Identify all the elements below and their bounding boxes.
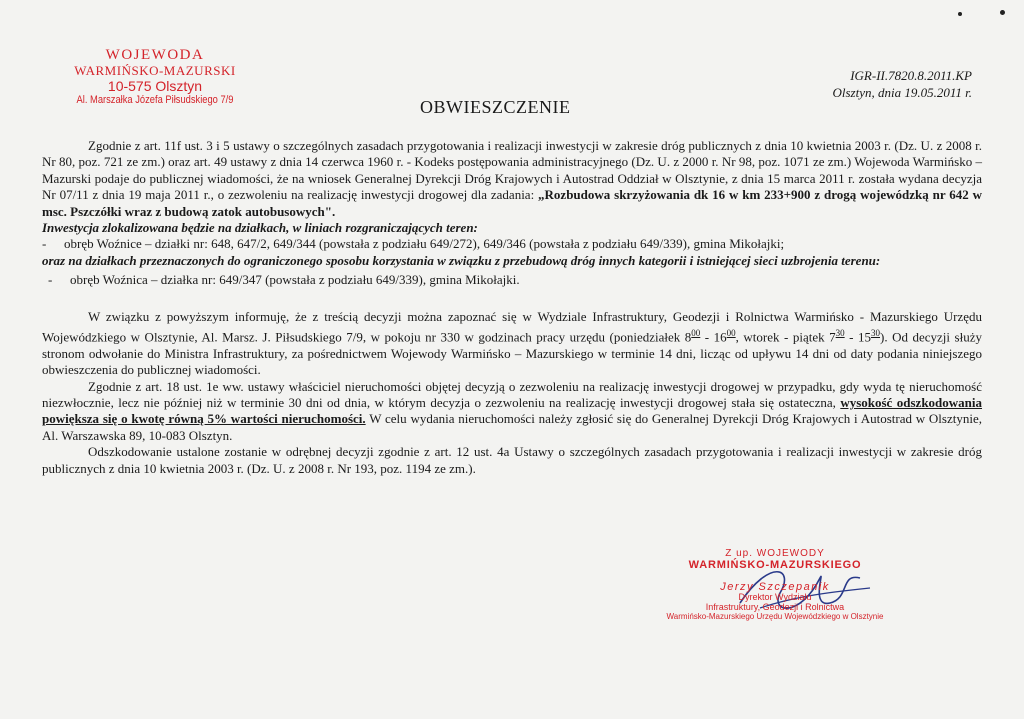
scan-speck [958,12,962,16]
paragraph-2-text: , wtorek - piątek 7 [735,329,836,345]
reference-number: IGR-II.7820.8.2011.KP [850,68,972,83]
stamp-line-2: WARMIŃSKO-MAZURSKI [74,62,236,78]
header-stamp [40,47,270,107]
stamp-line-4: Al. Marszałka Józefa Piłsudskiego 7/9 [76,94,234,107]
location-item-2: obręb Woźnica – działka nr: 649/347 (powstała z podziału 649/339), gmina Mikołajki. [70,272,520,288]
hour-superscript: 00 [691,328,701,339]
signatory-position: Dyrektor Wydziału [738,592,812,603]
signature-line-1: Z up. WOJEWODY [725,548,825,559]
location-heading: Inwestycja zlokalizowana będzie na działkach, w liniach rozgraniczających teren: [42,220,478,236]
document-body [42,138,982,477]
hour-superscript: 00 [726,328,736,339]
paragraph-2-text: ). Od decyzji służy stronom odwołanie do Ministra Infrastruktury, za pośrednictwem Wojewody Warmińsko – Mazurskiego w terminie 14 dni, licząc od upływu 14 dni od daty podania niniejszego obwieszczenia do publicznej wiadomości. [42,329,982,378]
signature-stamp [660,548,890,622]
compensation-notice: wysokość odszkodowania powiększa się o kwotę równą 5% wartości nieruchomości. [42,395,983,427]
document-title: OBWIESZCZENIE [420,97,571,117]
paragraph-4: Odszkodowanie ustalone zostanie w odrębnej decyzji zgodnie z art. 12 ust. 4a Ustawy o szczególnych zasadach przygotowania i realizacji inwestycji w zakresie dróg publicznych z dnia 10 kwietnia 2003 r. (Dz. U. z 2008 r. Nr 193, poz. 1194 ze zm.). [42,444,982,476]
list-dash: - [42,236,47,252]
list-dash: - [48,272,53,288]
stamp-line-1: WOJEWODA [105,47,205,63]
stamp-line-3: 10-575 Olsztyn [107,77,203,94]
paragraph-1 [42,138,982,220]
location-item-1: obręb Woźnice – działki nr: 648, 647/2, 649/344 (powstała z podziału 649/272), 649/346 (powstała z podziału 649/339), gmina Mikołajki; [64,236,785,252]
signatory-department: Infrastruktury, Geodezji i Rolnictwa [705,602,845,613]
list-item [42,236,982,252]
paragraph-2-text: - 15 [844,329,871,345]
scan-speck [1000,10,1005,15]
hour-superscript: 30 [871,328,880,339]
list-item [42,272,982,288]
paragraph-2-text: W związku z powyższym informuję, że z treścią decyzji można zapoznać się w Wydziale Infrastruktury, Geodezji i Rolnictwa Warmińsko - Mazurskiego Urzędu Wojewódzkiego w Olsztynie, Al. Marsz. J. Piłsudskiego 7/9, w pokoju nr 330 w godzinach pracy urzędu (poniedziałek 8 [42,308,982,345]
paragraph-2-text: - 16 [700,329,727,345]
signatory-name: Jerzy Szczepanik [720,581,830,594]
signatory-office: Warmińsko-Mazurskiego Urzędu Wojewódzkiego w Olsztynie [666,611,884,621]
reference-block [832,67,972,101]
paragraph-3 [42,379,982,445]
hour-superscript: 30 [835,328,845,339]
paragraph-3-text: W celu wydania nieruchomości należy zgłosić się do Generalnej Dyrekcji Dróg Krajowych i Autostrad w Olsztynie, Al. Warszawska 89, 10-083 Olsztyn. [42,411,982,443]
paragraph-2 [42,309,982,379]
place-date: Olsztyn, dnia 19.05.2011 r. [832,85,972,100]
project-name: „Rozbudowa skrzyżowania dk 16 w km 233+900 z drogą wojewódzką nr 642 w msc. Pszczółki wraz z budową zatok autobusowych". [42,187,982,219]
signature-line-2: WARMIŃSKO-MAZURSKIEGO [688,559,862,571]
paragraph-3-text: Zgodnie z art. 18 ust. 1e ww. ustawy właściciel nieruchomości objętej decyzją o zezwoleniu na realizację inwestycji drogowej w przypadku, gdy wyda tę nieruchomość niezwłocznie, lecz nie później niż w terminie 30 dni od dnia, w którym decyzja o zezwoleniu na realizację inwestycji drogowej stała się ostateczna, [42,378,982,411]
location-heading-2: oraz na działkach przeznaczonych do ograniczonego sposobu korzystania w związku z przebudową dróg innych kategorii i istniejącej sieci uzbrojenia terenu: [42,252,881,268]
paragraph-1-text: Zgodnie z art. 11f ust. 3 i 5 ustawy o szczególnych zasadach przygotowania i realizacji inwestycji w zakresie dróg publicznych z dnia 10 kwietnia 2003 r. (Dz. U. z 2008 r. Nr 80, poz. 721 ze zm.) oraz art. 49 ustawy z dnia 14 czerwca 1960 r. - Kodeks postępowania administracyjnego (Dz. U. z 2000 r. Nr 98, poz. 1071 ze zm.) Wojewoda Warmińsko – Mazurski podaje do publicznej wiadomości, że na wniosek Generalnej Dyrekcji Dróg Krajowych i Autostrad Oddział w Olsztynie, z dnia 15 marca 2011 r. została wydana decyzja Nr 07/11 z dnia 19 maja 2011 r., o zezwoleniu na realizację inwestycji drogowej dla zadania: [42,138,982,203]
